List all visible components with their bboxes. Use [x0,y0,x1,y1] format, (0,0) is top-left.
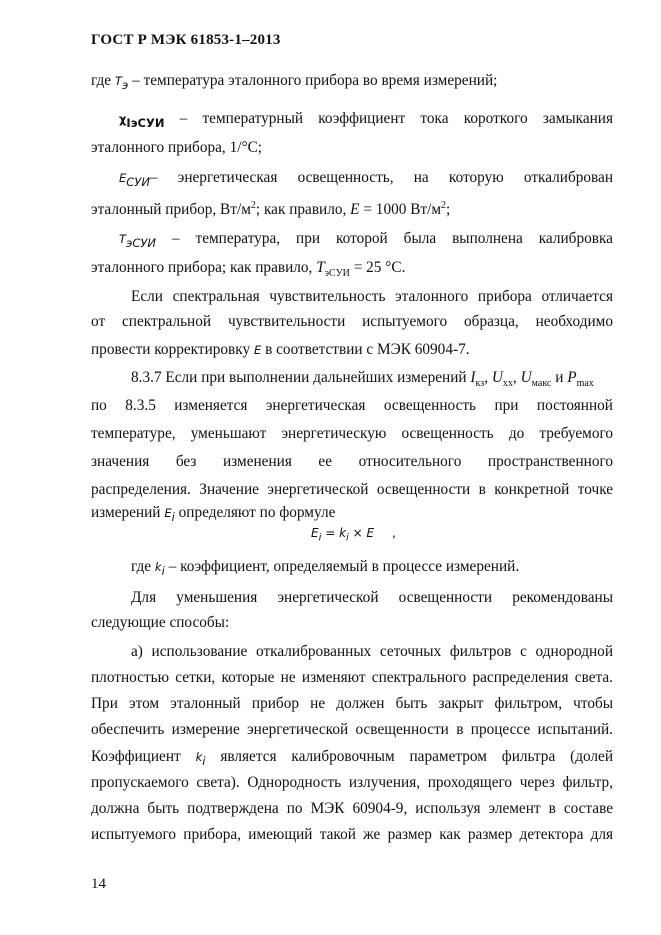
math-subscript: i [171,510,175,525]
math-symbol: E [253,343,262,357]
formula-equals: = [321,526,340,540]
text-fragment: где [91,72,115,89]
formula-times: × [348,526,367,540]
word: должна [91,800,140,817]
text-fragment: измерений [91,504,165,521]
word: размер [467,826,513,843]
word: имеющий [248,826,313,843]
word: на [413,169,429,186]
word: изменения [223,453,292,470]
word: распределения. [91,481,191,498]
word: однородной [535,643,614,660]
word: параметром [409,748,487,765]
word: прибор [251,695,299,712]
word: по [91,397,107,414]
text-fragment: ; [446,201,451,218]
word: коэффициент [318,110,406,127]
math-symbol: χ [119,112,127,126]
word: уменьшения [176,589,258,606]
word: а) [131,643,143,660]
text-line [91,825,613,845]
text-line: следующие способы: [91,614,230,631]
text-line [131,588,613,608]
text-fragment: в соответствии с МЭК 60904-7. [261,341,470,358]
word: до [508,425,525,442]
math-symbol-group [119,110,165,131]
math-symbol: E [164,506,172,520]
word: прибора [477,288,532,305]
word: конкретной [494,481,570,498]
word: энергетическая [177,169,278,186]
word: энергетическую [281,425,387,442]
word: рекомендованы [512,589,613,606]
word: Если [131,288,163,305]
math-symbol: k [154,560,162,574]
word: такой [319,826,356,843]
word: освещенности [376,481,471,498]
formula-rhs: E [366,526,375,540]
word: энергетической [277,589,379,606]
word: чтобы [573,695,614,712]
text-fragment: эталонный прибор, Вт/м [91,201,251,218]
word: которую [448,169,504,186]
math-subscript: хх [502,378,513,390]
formula-coefficient: k [339,526,347,540]
word: уменьшают [190,425,267,442]
text-fragment: провести корректировку [91,341,254,358]
word: выполнена [452,230,523,247]
word: же [363,826,381,843]
word: калибровка [538,230,613,247]
word: должен [336,695,385,712]
math-subscript: i [161,564,165,579]
word: испытуемого [91,826,177,843]
text-fragment: = 25 °С. [349,259,406,276]
word: образца, [464,313,519,330]
math-symbol: T [119,232,127,246]
formula-lhs-subscript: i [318,532,322,544]
word: закрыт [438,695,484,712]
word: для [590,826,614,843]
word: необходимо [535,313,613,330]
word: сеточных [379,643,442,660]
word: фильтра [501,748,556,765]
text-fragment: = 1000 Вт/м [359,201,442,218]
math-subscript: IэСУИ [126,116,165,131]
word: (долей [570,748,614,765]
text-line [131,557,613,577]
text-fragment: где [131,558,155,575]
word: используя [415,800,481,817]
math-subscript: max [576,378,594,390]
word: относительного [358,453,462,470]
word: температуре, [91,425,176,442]
word: постоянной [536,397,613,414]
math-symbol: T [316,259,325,276]
text-fragment: 8.3.7 Если при выполнении дальнейших измерений [131,369,471,386]
text-line [91,452,613,472]
word: откалиброван [523,169,614,186]
word: быть [147,800,180,817]
formula-lhs: E [311,526,319,540]
math-subscript: i [202,754,206,769]
text-line [91,340,613,360]
text-line [91,694,613,714]
formula-coefficient-subscript: i [346,532,349,544]
math-symbol: E [350,201,360,218]
math-subscript: кз [475,378,485,390]
text-fragment: – коэффициент, определяемый в процессе измерений. [164,558,520,575]
word: требуемого [539,425,614,442]
word: Коэффициент [91,748,181,765]
text-line [131,287,613,307]
word: использование [151,643,248,660]
word: составе [563,800,614,817]
word: элемент [488,800,541,817]
math-symbol: I [470,369,476,386]
text-line [119,109,613,129]
word: подтверждена [187,800,279,817]
word: от [91,313,106,330]
word: при [296,230,321,247]
word: в [478,481,486,498]
word: температура, [195,230,281,247]
word: испытуемого [362,313,448,330]
word: Для [131,589,157,606]
word: фильтром, [494,695,563,712]
formula-comma: , [392,526,396,540]
text-line: пропускаемого света). Однородность излучения, проходящего через фильтр, [91,774,613,791]
text-line [91,396,613,416]
word: при [494,397,519,414]
word: освещенность, [297,169,394,186]
math-subscript: СУИ [126,175,150,190]
word: отличается [541,288,613,305]
text-line [91,503,613,523]
document-header: ГОСТ Р МЭК 61853-1–2013 [91,32,281,48]
text-line [91,200,613,220]
text-line: эталонного прибора, 1/°С; [91,139,263,156]
math-subscript: э [121,78,129,93]
word: быть [395,695,428,712]
superscript: 2 [441,199,447,211]
superscript: 2 [250,199,256,211]
word: в [548,800,556,817]
word: ее [318,453,333,470]
word: 60904-9, [352,800,408,817]
word: чувствительности [227,313,346,330]
math-symbol: k [195,750,203,764]
word: с [520,643,527,660]
text-line [91,480,613,500]
word: температурный [202,110,304,127]
word: не [310,695,326,712]
math-subscript: эСУИ [126,236,156,251]
word: детектора [519,826,584,843]
dash: – [149,169,158,186]
text-fragment: эталонного прибора; как правило, [91,259,317,276]
word: как [439,826,461,843]
text-line: обеспечить измерение энергетической освещенности в процессе испытаний. [91,721,613,738]
word: 8.3.5 [125,397,156,414]
math-symbol: E [119,171,127,185]
word: чувствительность [269,288,386,305]
math-subscript: эСУИ [324,268,350,280]
word: – [179,110,188,127]
math-symbol: T [114,74,122,88]
math-symbol: U [491,369,503,386]
text-line [91,258,613,278]
word: спектральной [122,313,212,330]
word: освещенность [401,425,494,442]
text-line [91,71,613,91]
word: – [171,230,180,247]
word: по [286,800,303,817]
text-fragment: ; как правило, [255,201,351,218]
word: эталонный [170,695,241,712]
math-symbol: U [520,369,532,386]
word: пространственного [487,453,614,470]
word: точке [577,481,614,498]
word: прибора, [183,826,241,843]
text-fragment: , [512,369,521,386]
word: спектральная [172,288,260,305]
word: тока [420,110,449,127]
math-symbol-group [195,748,206,769]
text-fragment: – температура эталонного прибора во время измерений; [128,72,498,89]
text-line [91,312,613,332]
word: фильтров [449,643,512,660]
math-symbol: P [567,369,577,386]
word: МЭК [310,800,345,817]
word: этом [129,695,160,712]
word: изменяется [174,397,248,414]
word: освещенность [383,397,477,414]
page-number: 14 [91,876,106,892]
text-line [91,799,613,819]
word: энергетической [267,481,369,498]
word: освещенности [398,589,493,606]
word: была [403,230,437,247]
text-fragment: определяют по формуле [174,504,336,521]
text-line [119,168,613,188]
word: энергетическая [265,397,366,414]
word: замыкания [542,110,614,127]
text-fragment: , [484,369,492,386]
word: размер [387,826,432,843]
text-fragment: и [551,369,568,386]
text-line: плотностью сетки, которые не изменяют спектрального распределения света. [91,669,613,686]
math-symbol-group [119,230,156,251]
formula [311,526,396,544]
text-line [91,424,613,444]
text-line [119,229,613,249]
text-line [91,747,613,767]
word: является [220,748,277,765]
math-subscript: макс [531,378,552,390]
word: которой [336,230,388,247]
word: откалиброванных [256,643,372,660]
word: короткого [463,110,528,127]
word: значения [91,453,150,470]
word: без [175,453,197,470]
word: эталонного [395,288,469,305]
word: При [91,695,118,712]
math-symbol-group [119,169,158,190]
word: калибровочным [291,748,395,765]
word: Значение [199,481,259,498]
text-line [131,642,613,662]
text-line [131,368,613,388]
